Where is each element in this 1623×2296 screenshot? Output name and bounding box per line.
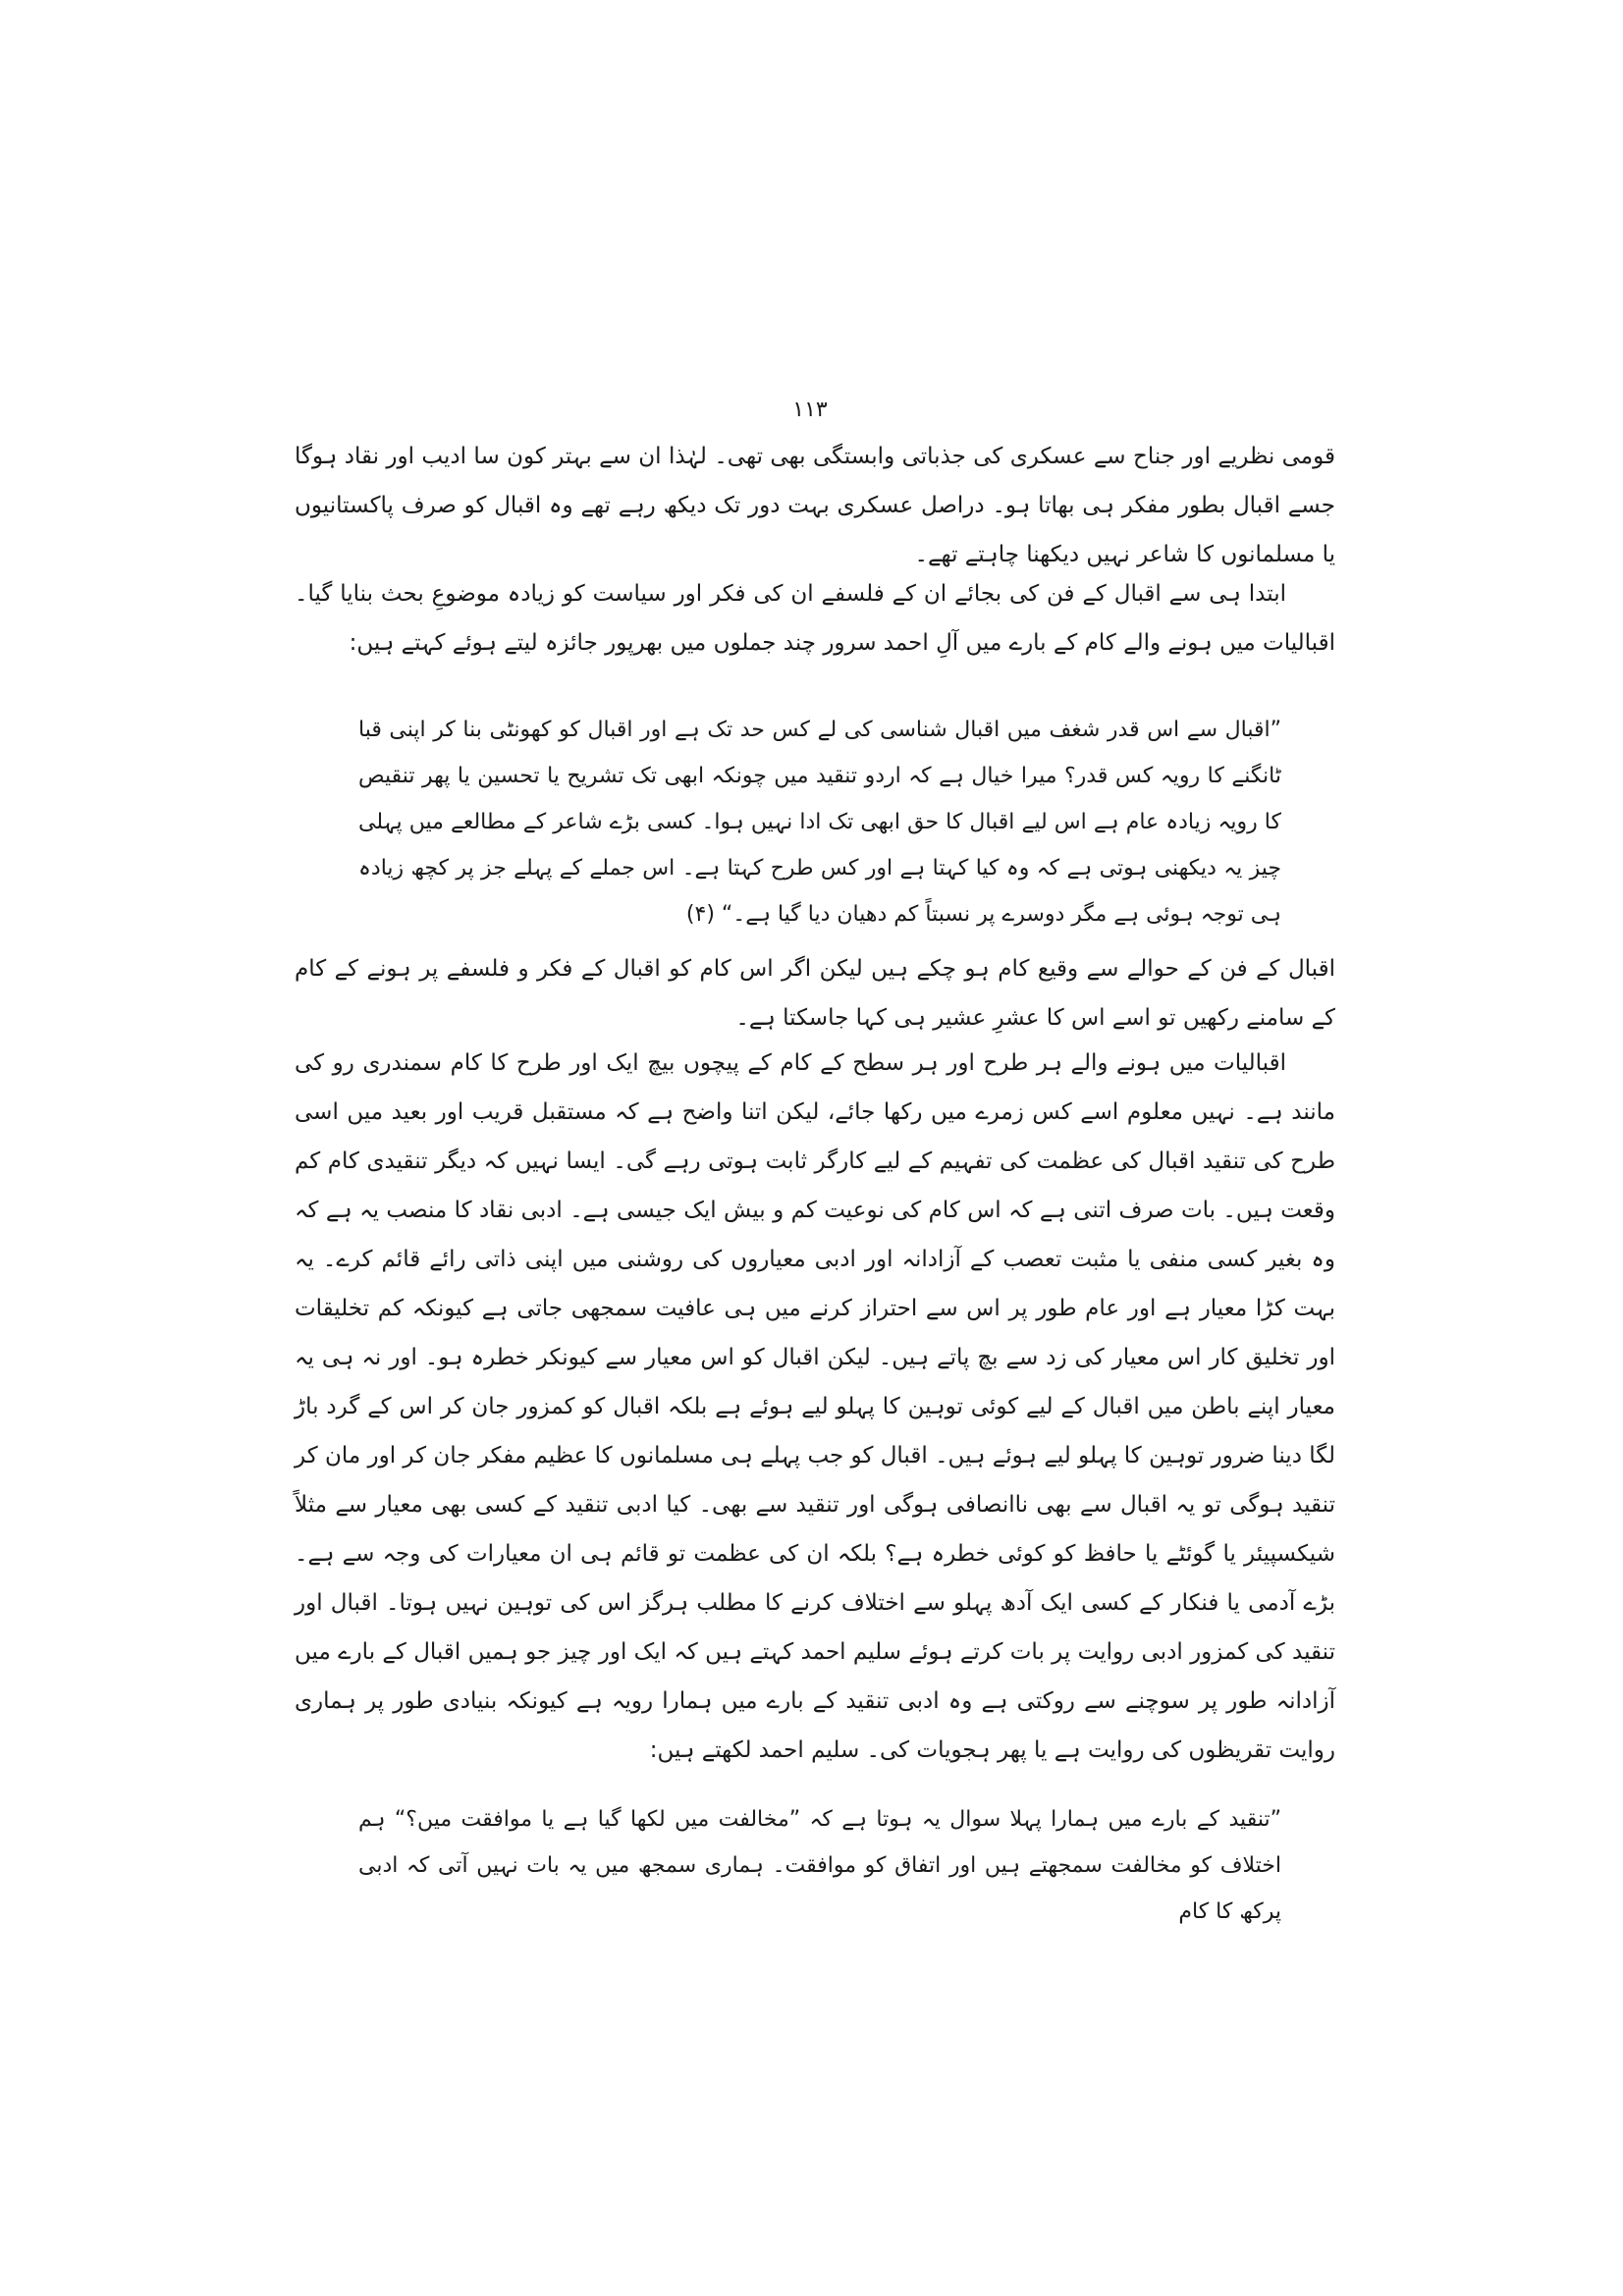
paragraph-1: قومی نظریے اور جناح سے عسکری کی جذباتی وابستگی بھی تھی۔ لہٰذا ان سے بہتر کون سا ادیب اور نقاد ہوگا جسے اقبال بطور مفکر ہی بھاتا ہو۔ دراصل عسکری بہت دور تک دیکھ رہے تھے وہ اقبال کو صرف پاکستانیوں یا مسلمانوں کا شاعر نہیں دیکھنا چاہتے تھے۔	[295, 444, 1335, 567]
paragraph-4: اقبالیات میں ہونے والے ہر طرح اور ہر سطح کے کام کے پیچوں بیچ ایک اور طرح کا کام سمندری رو کی مانند ہے۔ نہیں معلوم اسے کس زمرے میں رکھا جائے، لیکن اتنا واضح ہے کہ مستقبل قریب اور بعید میں اسی طرح کی تنقید اقبال کی عظمت کی تفہیم کے لیے کارگر ثابت ہوتی رہے گی۔ ایسا نہیں کہ دیگر تنقیدی کام کم وقعت ہیں۔ بات صرف اتنی ہے کہ اس کام کی نوعیت کم و بیش ایک جیسی ہے۔ ادبی نقاد کا منصب یہ ہے کہ وہ بغیر کسی منفی یا مثبت تعصب کے آزادانہ اور ادبی معیاروں کی روشنی میں اپنی ذاتی رائے قائم کرے۔ یہ بہت کڑا معیار ہے اور عام طور پر اس سے احتراز کرنے میں ہی عافیت سمجھی جاتی ہے کیونکہ کم تخلیقات اور تخلیق کار اس معیار کی زد سے بچ پاتے ہیں۔ لیکن اقبال کو اس معیار سے کیونکر خطرہ ہو۔ اور نہ ہی یہ معیار اپنے باطن میں اقبال کے لیے کوئی توہین کا پہلو لیے ہوئے ہے بلکہ اقبال کو کمزور جان کر اس کے گرد باڑ لگا دینا ضرور توہین کا پہلو لیے ہوئے ہیں۔ اقبال کو جب پہلے ہی مسلمانوں کا عظیم مفکر جان کر اور مان کر تنقید ہوگی تو یہ اقبال سے بھی ناانصافی ہوگی اور تنقید سے بھی۔ کیا ادبی تنقید کے کسی بھی معیار سے مثلاً شیکسپیئر یا گوئٹے یا حافظ کو کوئی خطرہ ہے؟ بلکہ ان کی عظمت تو قائم ہی ان معیارات کی وجہ سے ہے۔ بڑے آدمی یا فنکار کے کسی ایک آدھ پہلو سے اختلاف کرنے کا مطلب ہرگز اس کی توہین نہیں ہوتا۔ اقبال اور تنقید کی کمزور ادبی روایت پر بات کرتے ہوئے سلیم احمد کہتے ہیں کہ ایک اور چیز جو ہمیں اقبال کے بارے میں آزادانہ طور پر سوچنے سے روکتی ہے وہ ادبی تنقید کے بارے میں ہمارا رویہ ہے کیونکہ بنیادی طور پر ہماری روایت تقریظوں کی روایت ہے یا پھر ہجویات کی۔ سلیم احمد لکھتے ہیں:	[295, 1050, 1335, 1763]
paragraph-2: ابتدا ہی سے اقبال کے فن کی بجائے ان کے فلسفے ان کی فکر اور سیاست کو زیادہ موضوعِ بحث بنایا گیا۔ اقبالیات میں ہونے والے کام کے بارے میں آلِ احمد سرور چند جملوں میں بھرپور جائزہ لیتے ہوئے کہتے ہیں:	[295, 581, 1335, 656]
page-number: ۱۱۳	[792, 398, 828, 422]
block-quote-2: ”تنقید کے بارے میں ہمارا پہلا سوال یہ ہوتا ہے کہ ”مخالفت میں لکھا گیا ہے یا موافقت میں؟“ ہم اختلاف کو مخالفت سمجھتے ہیں اور اتفاق کو موافقت۔ ہماری سمجھ میں یہ بات نہیں آتی کہ ادبی پرکھ کا کام	[358, 1807, 1281, 1924]
paragraph-3: اقبال کے فن کے حوالے سے وقیع کام ہو چکے ہیں لیکن اگر اس کام کو اقبال کے فکر و فلسفے پر ہونے کے کام کے سامنے رکھیں تو اسے اس کا عشرِ عشیر ہی کہا جاسکتا ہے۔	[295, 956, 1335, 1031]
block-quote-1: ”اقبال سے اس قدر شغف میں اقبال شناسی کی لے کس حد تک ہے اور اقبال کو کھونٹی بنا کر اپنی قبا ٹانگنے کا رویہ کس قدر؟ میرا خیال ہے کہ اردو تنقید میں چونکہ ابھی تک تشریح یا تحسین یا پھر تنقیص کا رویہ زیادہ عام ہے اس لیے اقبال کا حق ابھی تک ادا نہیں ہوا۔ کسی بڑے شاعر کے مطالعے میں پہلی چیز یہ دیکھنی ہوتی ہے کہ وہ کیا کہتا ہے اور کس طرح کہتا ہے۔ اس جملے کے پہلے جز پر کچھ زیادہ ہی توجہ ہوئی ہے مگر دوسرے پر نسبتاً کم دھیان دیا گیا ہے۔“ (۴)	[358, 718, 1281, 927]
